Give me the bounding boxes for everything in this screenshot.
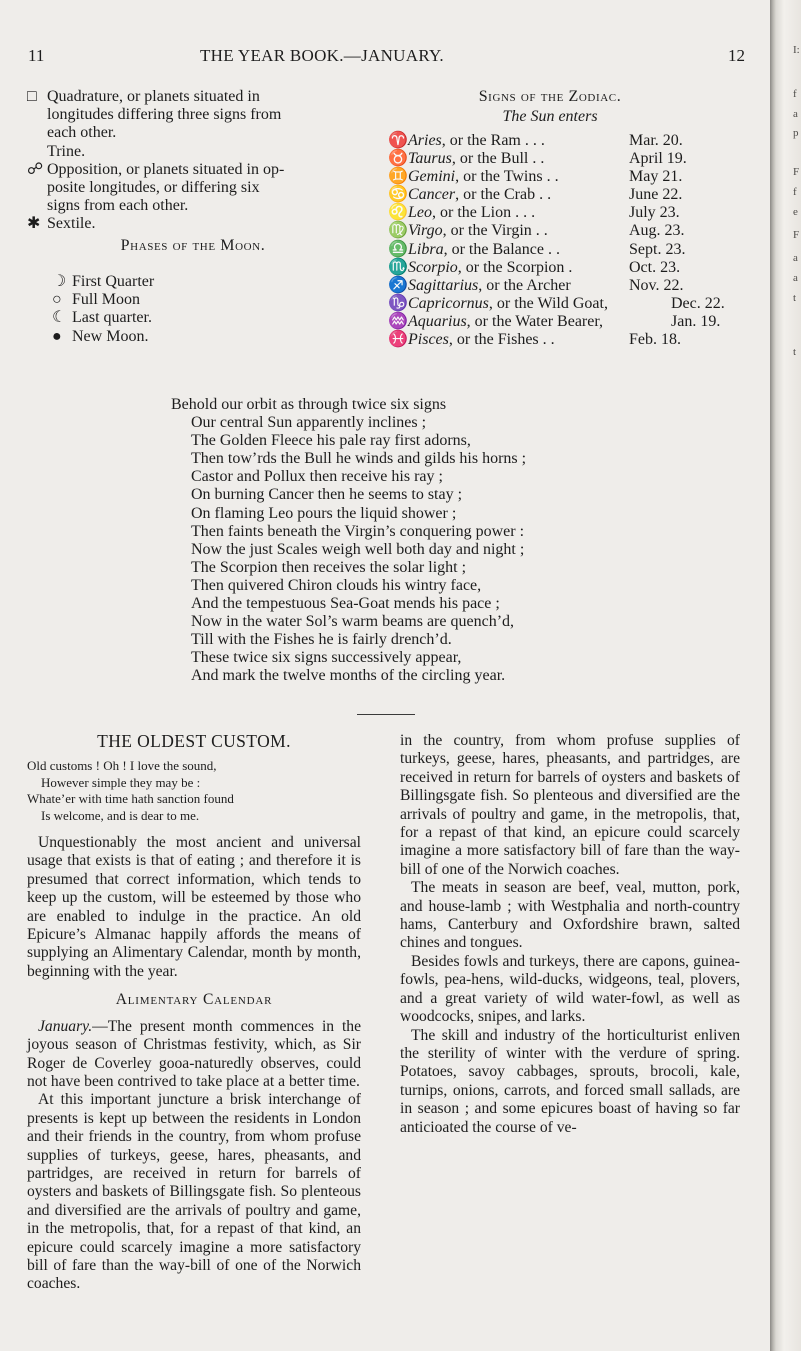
zodiac-row bbox=[388, 204, 758, 222]
opposition-symbol-icon: ☍ bbox=[27, 160, 44, 178]
poem-line: Then faints beneath the Virgin’s conquering power : bbox=[191, 522, 525, 540]
zodiac-date: Dec. 22. bbox=[671, 294, 725, 312]
section-divider bbox=[357, 714, 415, 715]
taurus-icon: ♉ bbox=[388, 150, 408, 168]
article-title: THE OLDEST CUSTOM. bbox=[97, 731, 291, 751]
edge-char: a bbox=[793, 252, 798, 264]
zodiac-row bbox=[388, 277, 758, 295]
zodiac-date: Jan. 19. bbox=[671, 312, 721, 330]
zodiac-section bbox=[388, 88, 758, 126]
aspect-line: Opposition, or planets situated in op- bbox=[47, 160, 285, 178]
poem-line: Behold our orbit as through twice six signs bbox=[171, 396, 447, 413]
libra-icon: ♎ bbox=[388, 240, 408, 258]
edge-char: a bbox=[793, 272, 798, 284]
intro-paragraph: Unquestionably the most ancient and universal usage that exists is that of eating ; and therefore it is presumed that correct information, which tends to keep up the custom, will be esteemed by those who are enabled to indulge in the practice. An old Epicure’s Almanac happily affords the means of supplying an Alimentary Calendar, month by month, beginning with the year. bbox=[27, 834, 361, 980]
aspect-opposition bbox=[27, 161, 359, 216]
poem-line: These twice six signs successively appear, bbox=[191, 649, 462, 667]
zodiac-date: Aug. 23. bbox=[629, 222, 685, 240]
alimentary-heading: Alimentary Calendar bbox=[115, 991, 273, 1009]
zodiac-date: Feb. 18. bbox=[629, 331, 681, 349]
new-moon-icon: ● bbox=[52, 327, 62, 345]
poem-line: Our central Sun apparently inclines ; bbox=[191, 414, 427, 432]
horticulturist-paragraph: The skill and industry of the horticulturist enliven the sterility of winter with the verdure of spring. Potatoes, savoy cabbages, sprouts, brocoli, kale, turnips, onions, carrots, and forced small sallads, are in season ; and some epicures boast of having so far anticioated the course of ve- bbox=[400, 1026, 740, 1136]
cancer-icon: ♋ bbox=[388, 186, 408, 204]
zodiac-subheading: The Sun enters bbox=[502, 108, 598, 126]
january-label: January. bbox=[38, 1017, 93, 1035]
zodiac-row bbox=[388, 259, 758, 277]
moon-phase-list bbox=[52, 273, 352, 346]
zodiac-sign-rest: , or the Archer bbox=[478, 276, 571, 294]
epigraph-line: Whate’er with time hath sanction found bbox=[27, 791, 234, 807]
moon-phase-item bbox=[52, 328, 352, 346]
january-text: —The present month commences in the joyous season of Christmas festivity, which, as Sir Roger de Coverley gooa-naturedly observes, could not have been contrived to take place at a better time. bbox=[27, 1017, 361, 1090]
edge-char: I: bbox=[793, 44, 800, 56]
edge-char: F bbox=[793, 166, 800, 178]
aspects-list bbox=[27, 88, 359, 234]
aspect-line: signs from each other. bbox=[47, 197, 189, 215]
poem-line: Till with the Fishes he is fairly drench’d. bbox=[191, 631, 452, 649]
facing-page-edge bbox=[770, 0, 801, 1351]
running-title: THE YEAR BOOK.—JANUARY. bbox=[200, 46, 444, 65]
zodiac-sign-name: Scorpio bbox=[408, 258, 458, 276]
zodiac-row bbox=[388, 132, 758, 150]
aquarius-icon: ♒ bbox=[388, 312, 408, 330]
full-moon-icon: ○ bbox=[52, 291, 62, 309]
zodiac-date: Oct. 23. bbox=[629, 258, 681, 276]
zodiac-date: May 21. bbox=[629, 168, 683, 186]
zodiac-list bbox=[388, 132, 758, 349]
zodiac-row bbox=[388, 295, 758, 313]
zodiac-sign-name: Capricornus bbox=[408, 294, 489, 312]
poem-line: Now in the water Sol’s warm beams are quench’d, bbox=[191, 613, 515, 631]
fowls-paragraph: Besides fowls and turkeys, there are capons, guinea-fowls, pea-hens, wild-ducks, widgeons, teal, plovers, and a great variety of wild water-fowl, as well as woodcocks, snipes, and larks. bbox=[400, 952, 740, 1026]
aspect-line: posite longitudes, or differing six bbox=[47, 179, 260, 197]
zodiac-sign-name: Aries bbox=[408, 132, 442, 149]
zodiac-date: July 23. bbox=[629, 204, 680, 222]
zodiac-date: Mar. 20. bbox=[629, 132, 683, 149]
right-page-number: 12 bbox=[728, 46, 745, 65]
moon-phase-label: New Moon. bbox=[72, 327, 149, 345]
zodiac-sign-name: Virgo bbox=[408, 222, 443, 240]
zodiac-sign-rest: , or the Twins . . bbox=[455, 168, 559, 186]
poem-line: Then quivered Chiron clouds his wintry face, bbox=[191, 576, 482, 594]
zodiac-sign-name: Taurus bbox=[408, 150, 452, 168]
edge-char: f bbox=[793, 88, 797, 100]
aspect-line: Quadrature, or planets situated in bbox=[47, 88, 260, 105]
right-column bbox=[400, 732, 740, 1137]
epigraph-line: Old customs ! Oh ! I love the sound, bbox=[27, 758, 217, 774]
scorpio-icon: ♏ bbox=[388, 258, 408, 276]
aspect-line: longitudes differing three signs from bbox=[47, 106, 282, 124]
zodiac-row bbox=[388, 186, 758, 204]
exchange-paragraph: At this important juncture a brisk interchange of presents is kept up between the residents in London and their friends in the country, from whom profuse supplies of turkeys, geese, hares, pheasants, and partridges, are received in return for barrels of oysters and baskets of Billingsgate fish. So plenteous and diversified are the arrivals of poultry and game, in the metropolis, that, for a repast of that kind, an epicure could scarcely imagine a more satisfactory bill of fare than the way-bill of one of the Norwich coaches. bbox=[27, 1091, 361, 1293]
poem-line: And mark the twelve months of the circling year. bbox=[191, 667, 506, 685]
zodiac-date: Nov. 22. bbox=[629, 276, 684, 294]
zodiac-sign-name: Leo bbox=[408, 204, 432, 222]
zodiac-sign-rest: , or the Crab . . bbox=[455, 186, 552, 204]
zodiac-sign-rest: , or the Ram . . . bbox=[441, 132, 545, 149]
moon-phase-item bbox=[52, 273, 352, 291]
first-quarter-icon: ☽ bbox=[52, 273, 67, 290]
zodiac-sign-rest: , or the Balance . . bbox=[443, 240, 560, 258]
epigraph bbox=[27, 758, 361, 824]
zodiac-row bbox=[388, 168, 758, 186]
aspect-line: each other. bbox=[47, 124, 117, 142]
poem-line: Then tow’rds the Bull he winds and gilds his horns ; bbox=[191, 450, 527, 468]
left-page-number: 11 bbox=[28, 46, 45, 65]
capricornus-icon: ♑ bbox=[388, 294, 408, 312]
poem-line: And the tempestuous Sea-Goat mends his pace ; bbox=[191, 595, 500, 613]
zodiac-heading: Signs of the Zodiac. bbox=[478, 88, 622, 105]
zodiac-sign-rest: , or the Wild Goat, bbox=[488, 294, 608, 312]
moon-phase-label: First Quarter bbox=[72, 273, 155, 290]
zodiac-row bbox=[388, 150, 758, 168]
january-paragraph bbox=[27, 1018, 361, 1092]
last-quarter-icon: ☾ bbox=[52, 309, 67, 327]
sagittarius-icon: ♐ bbox=[388, 276, 408, 294]
edge-char: F bbox=[793, 229, 800, 241]
zodiac-sign-rest: , or the Fishes . . bbox=[448, 331, 555, 349]
poem-line: On burning Cancer then he seems to stay ; bbox=[191, 486, 463, 504]
exchange-continued: in the country, from whom profuse supplies of turkeys, geese, hares, pheasants, and partridges, are received in return for barrels of oysters and baskets of Billingsgate fish. So plenteous and diversified are the arrivals of poultry and game, in the metropolis, that, for a repast of that kind, an epicure could scarcely imagine a more satisfactory bill of fare than the way-bill of one of the Norwich coaches. bbox=[400, 732, 740, 878]
zodiac-sign-rest: , or the Virgin . . bbox=[442, 222, 548, 240]
aspect-sextile bbox=[27, 215, 359, 233]
moon-phases bbox=[27, 237, 359, 255]
moon-phase-item bbox=[52, 309, 352, 327]
zodiac-poem bbox=[171, 396, 731, 686]
left-column bbox=[27, 731, 361, 1293]
zodiac-row bbox=[388, 313, 758, 331]
edge-char: e bbox=[793, 206, 798, 218]
zodiac-sign-name: Libra bbox=[408, 240, 444, 258]
zodiac-date: April 19. bbox=[629, 150, 687, 168]
zodiac-sign-name: Gemini bbox=[408, 168, 456, 186]
epigraph-line: However simple they may be : bbox=[41, 774, 201, 790]
sextile-symbol-icon: ✱ bbox=[27, 215, 41, 233]
zodiac-sign-name: Sagittarius bbox=[408, 276, 479, 294]
aspect-quadrature bbox=[27, 88, 359, 143]
zodiac-row bbox=[388, 222, 758, 240]
gemini-icon: ♊ bbox=[388, 168, 408, 186]
edge-char: t bbox=[793, 292, 797, 304]
edge-char: a bbox=[793, 108, 798, 120]
zodiac-date: Sept. 23. bbox=[629, 240, 686, 258]
poem-line: Castor and Pollux then receive his ray ; bbox=[191, 468, 443, 486]
aspect-trine: Trine. bbox=[47, 142, 86, 160]
moon-phase-item bbox=[52, 291, 352, 309]
meats-paragraph: The meats in season are beef, veal, mutton, pork, and house-lamb ; with Westphalia and north-country hams, Canterbury and Oxfordshire brawn, salted chines and tongues. bbox=[400, 879, 740, 952]
edge-char: t bbox=[793, 346, 797, 358]
poem-line: The Scorpion then receives the solar light ; bbox=[191, 558, 467, 576]
poem-line: The Golden Fleece his pale ray first adorns, bbox=[191, 432, 471, 450]
zodiac-sign-rest: , or the Bull . . bbox=[451, 150, 545, 168]
zodiac-sign-name: Aquarius bbox=[408, 312, 467, 330]
edge-char: p bbox=[793, 127, 799, 139]
pisces-icon: ♓ bbox=[388, 331, 408, 349]
virgo-icon: ♍ bbox=[388, 222, 408, 240]
moon-phase-label: Last quarter. bbox=[72, 309, 152, 327]
moon-heading: Phases of the Moon. bbox=[120, 237, 266, 254]
zodiac-sign-name: Pisces bbox=[408, 331, 449, 349]
edge-char: f bbox=[793, 186, 797, 198]
zodiac-sign-rest: , or the Lion . . . bbox=[432, 204, 536, 222]
leo-icon: ♌ bbox=[388, 204, 408, 222]
zodiac-sign-rest: , or the Water Bearer, bbox=[466, 312, 604, 330]
zodiac-date: June 22. bbox=[629, 186, 683, 204]
zodiac-row bbox=[388, 331, 758, 349]
moon-phase-label: Full Moon bbox=[72, 291, 141, 309]
zodiac-sign-rest: , or the Scorpion . bbox=[457, 258, 573, 276]
aspect-line: Sextile. bbox=[47, 215, 96, 233]
aries-icon: ♈ bbox=[388, 132, 408, 149]
zodiac-row bbox=[388, 241, 758, 259]
poem-line: Now the just Scales weigh well both day and night ; bbox=[191, 540, 525, 558]
quadrature-symbol-icon: □ bbox=[27, 88, 37, 105]
poem-line: On flaming Leo pours the liquid shower ; bbox=[191, 504, 457, 522]
epigraph-line: Is welcome, and is dear to me. bbox=[41, 807, 200, 823]
zodiac-sign-name: Cancer bbox=[408, 186, 456, 204]
